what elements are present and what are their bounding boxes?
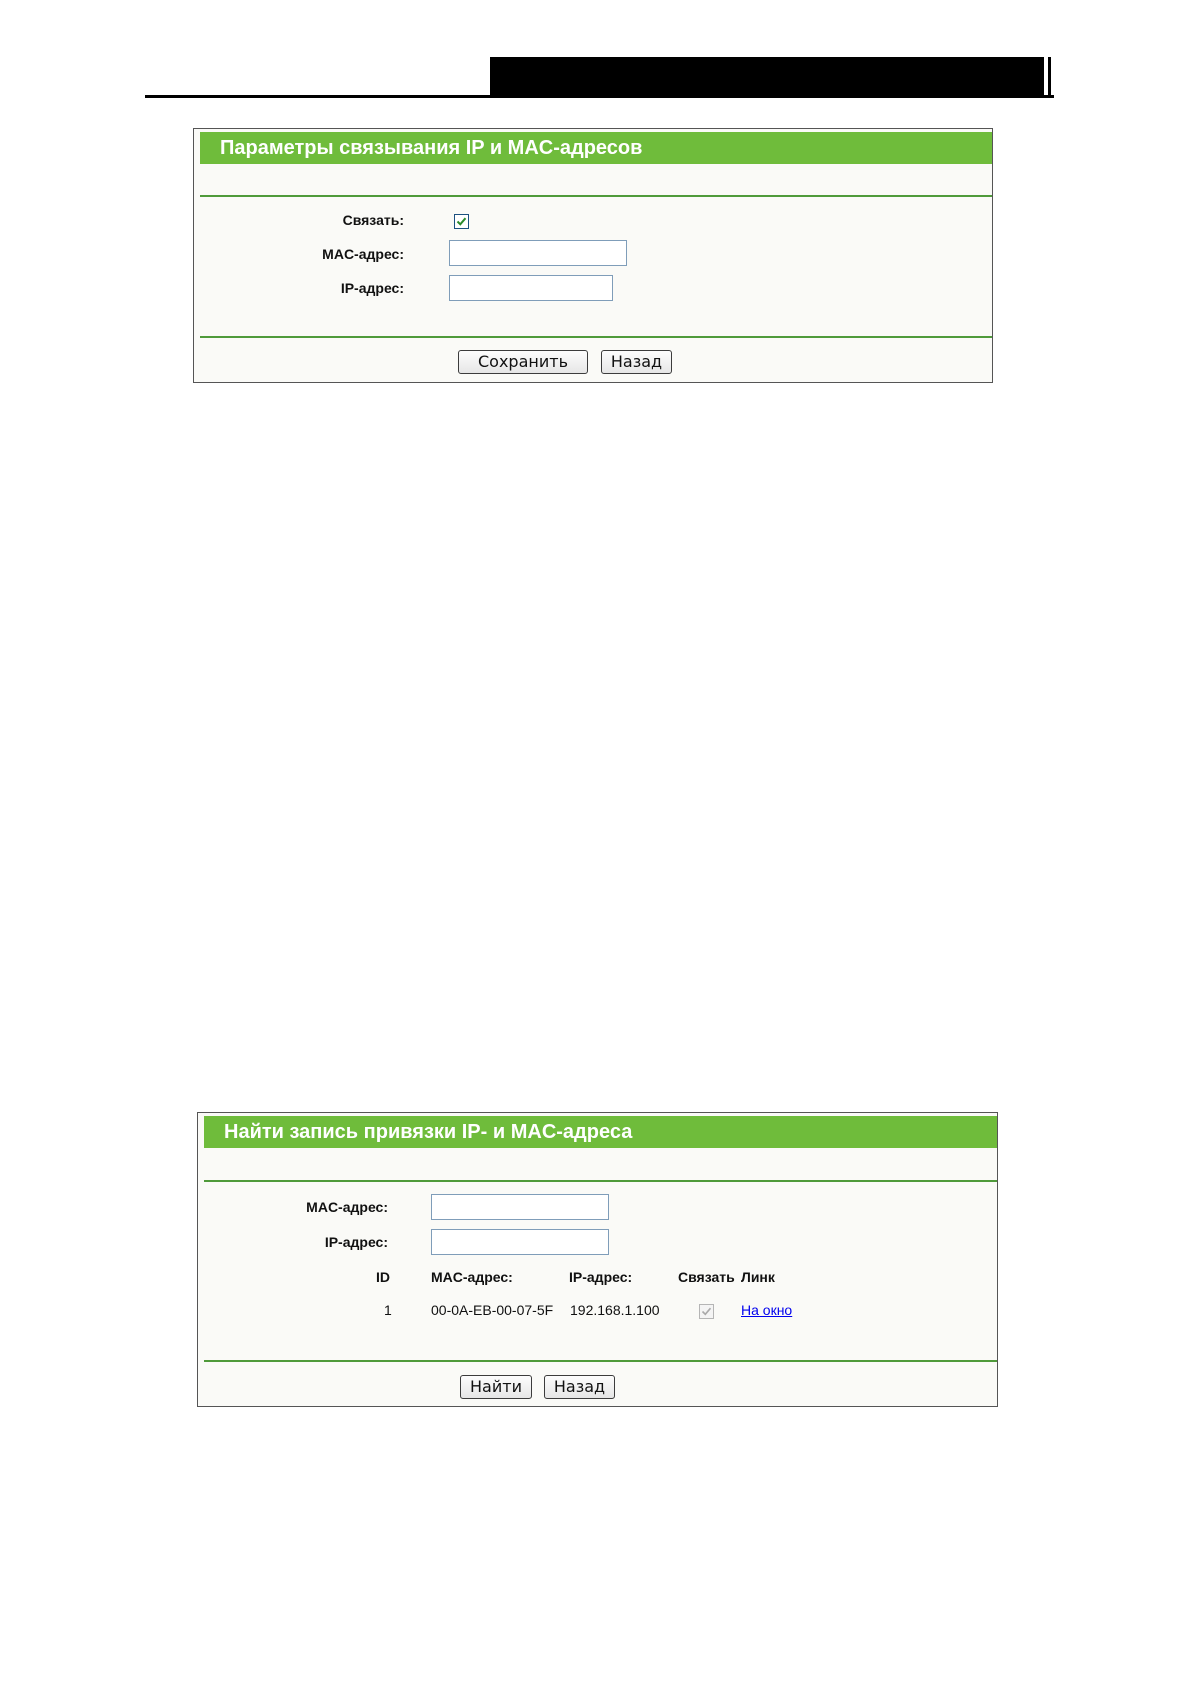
checkmark-icon xyxy=(701,1306,712,1317)
row-link[interactable]: На окно xyxy=(741,1302,793,1318)
find-button[interactable]: Найти xyxy=(460,1375,532,1399)
mac-address-input[interactable] xyxy=(431,1194,609,1220)
ip-address-input[interactable] xyxy=(449,275,613,301)
page-header-bar-edge xyxy=(1048,57,1051,98)
row-mac: 00-0A-EB-00-07-5F xyxy=(431,1302,554,1318)
binding-settings-panel xyxy=(193,128,993,383)
column-header-bind: Связать xyxy=(678,1269,735,1285)
panel-title: Найти запись привязки IP- и MAC-адреса xyxy=(204,1116,997,1148)
bottom-separator xyxy=(204,1360,997,1362)
mac-label: MAC-адрес: xyxy=(306,1199,388,1215)
row-bind-checkbox xyxy=(699,1304,714,1319)
ip-address-input[interactable] xyxy=(431,1229,609,1255)
save-button[interactable]: Сохранить xyxy=(458,350,588,374)
top-separator xyxy=(204,1180,997,1182)
top-separator xyxy=(200,195,992,197)
panel-title: Параметры связывания IP и MAC-адресов xyxy=(200,132,992,164)
mac-address-input[interactable] xyxy=(449,240,627,266)
row-id: 1 xyxy=(384,1302,392,1318)
ip-label: IP-адрес: xyxy=(324,1234,388,1250)
back-button[interactable]: Назад xyxy=(544,1375,615,1399)
ip-label: IP-адрес: xyxy=(340,280,404,296)
bind-checkbox[interactable] xyxy=(454,214,469,229)
bind-label: Связать: xyxy=(342,212,404,228)
row-ip: 192.168.1.100 xyxy=(570,1302,660,1318)
column-header-link: Линк xyxy=(741,1269,775,1285)
back-button[interactable]: Назад xyxy=(601,350,672,374)
checkmark-icon xyxy=(456,216,467,227)
column-header-id: ID xyxy=(376,1269,390,1285)
column-header-ip: IP-адрес: xyxy=(569,1269,633,1285)
mac-label: MAC-адрес: xyxy=(322,246,404,262)
find-binding-panel xyxy=(197,1112,998,1407)
page-header-bar xyxy=(490,57,1044,98)
page-header-rule xyxy=(145,95,1054,98)
column-header-mac: MAC-адрес: xyxy=(431,1269,513,1285)
bottom-separator xyxy=(200,336,992,338)
